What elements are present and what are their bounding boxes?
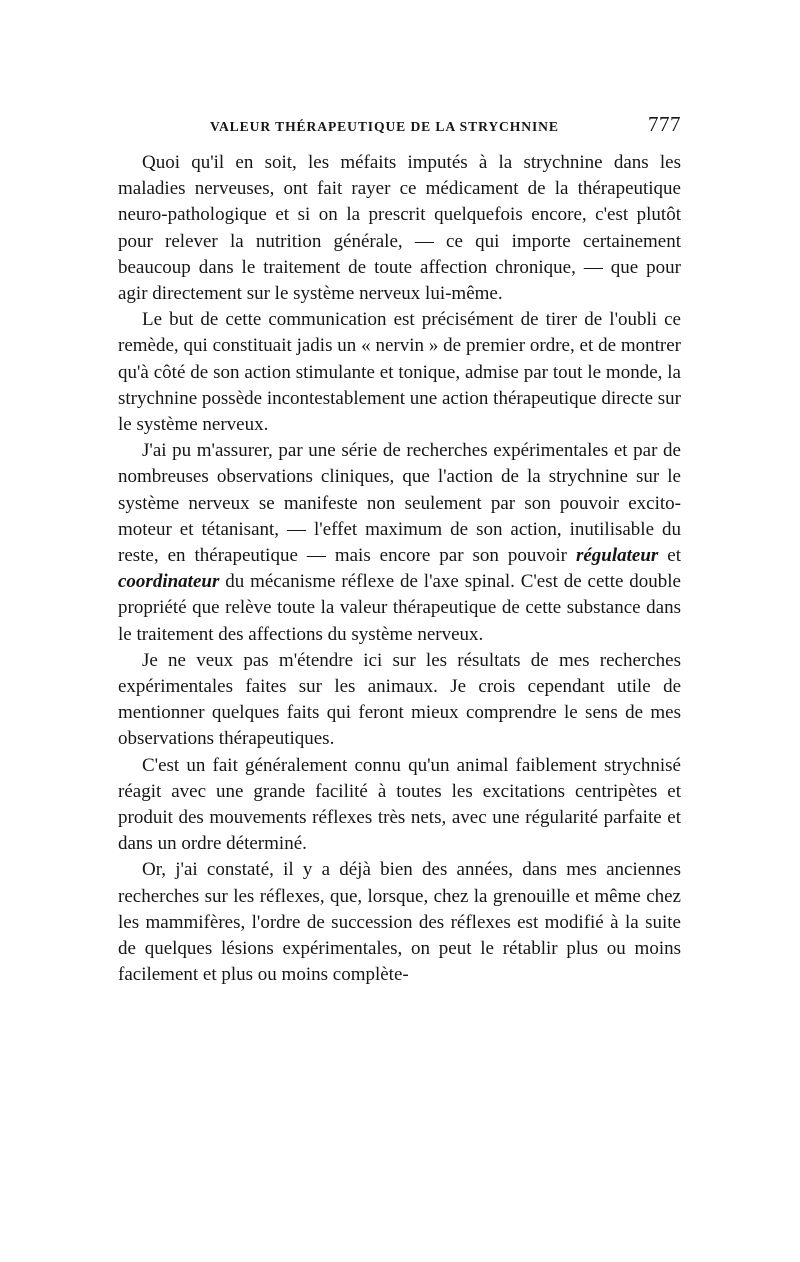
paragraph-text: Quoi qu'il en soit, les méfaits imputés à la strychnine dans les maladies nerveuses, ont fait rayer ce médicament de la thérapeutique neuro-pathologique et si on la prescrit quelquefois encore, c'est plutôt pour relever la nutrition générale, — ce qui importe certainement beaucoup dans le traitement de toute affection chronique, — que pour agir directement sur le système nerveux lui-même. [118, 152, 681, 305]
paragraph [118, 150, 681, 307]
running-head [118, 112, 681, 146]
paragraph-text: du mécanisme réflexe de l'axe spinal. C'est de cette double propriété que relève toute la valeur thérapeutique de cette substance dans le traitement des affections du système nerveux. [118, 571, 681, 645]
paragraph-text: Or, j'ai constaté, il y a déjà bien des années, dans mes anciennes recherches sur les réflexes, que, lorsque, chez la grenouille et même chez les mammifères, l'ordre de succession des réflexes est modifié à la suite de quelques lésions expérimentales, on peut le rétablir plus ou moins facilement et plus ou moins complète- [118, 859, 681, 986]
emphasized-term: coordinateur [118, 571, 220, 593]
paragraph [118, 307, 681, 438]
emphasized-term: régulateur [575, 545, 659, 567]
running-title: VALEUR THÉRAPEUTIQUE DE LA STRYCHNINE [210, 119, 559, 134]
paragraph-text: Je ne veux pas m'étendre ici sur les résultats de mes recherches expérimentales faites sur les animaux. Je crois cependant utile de mentionner quelques faits qui feront mieux comprendre le sens de mes observations thérapeutiques. [118, 649, 681, 750]
page-number: 777 [648, 112, 681, 136]
book-page [118, 112, 681, 989]
paragraph-text: et [658, 545, 681, 567]
paragraph [118, 648, 681, 753]
paragraph-text: Le but de cette communication est précisément de tirer de l'oubli ce remède, qui constituait jadis un « nervin » de premier ordre, et de montrer qu'à côté de son action stimulante et tonique, admise par tout le monde, la strychnine possède incontestablement une action thérapeutique directe sur le système nerveux. [118, 309, 681, 436]
paragraph-text: J'ai pu m'assurer, par une série de recherches expérimentales et par de nombreuses observations cliniques, que l'action de la strychnine sur le système nerveux se manifeste non seulement par son pouvoir excito-moteur et tétanisant, — l'effet maximum de son action, inutilisable du reste, en thérapeutique — mais encore par son pouvoir [118, 440, 681, 567]
paragraph-text: C'est un fait généralement connu qu'un animal faiblement strychnisé réagit avec une grande facilité à toutes les excitations centripètes et produit des mouvements réflexes très nets, avec une régularité parfaite et dans un ordre déterminé. [118, 754, 681, 855]
body-text [118, 150, 681, 989]
paragraph [118, 438, 681, 648]
paragraph [118, 857, 681, 988]
paragraph [118, 753, 681, 858]
